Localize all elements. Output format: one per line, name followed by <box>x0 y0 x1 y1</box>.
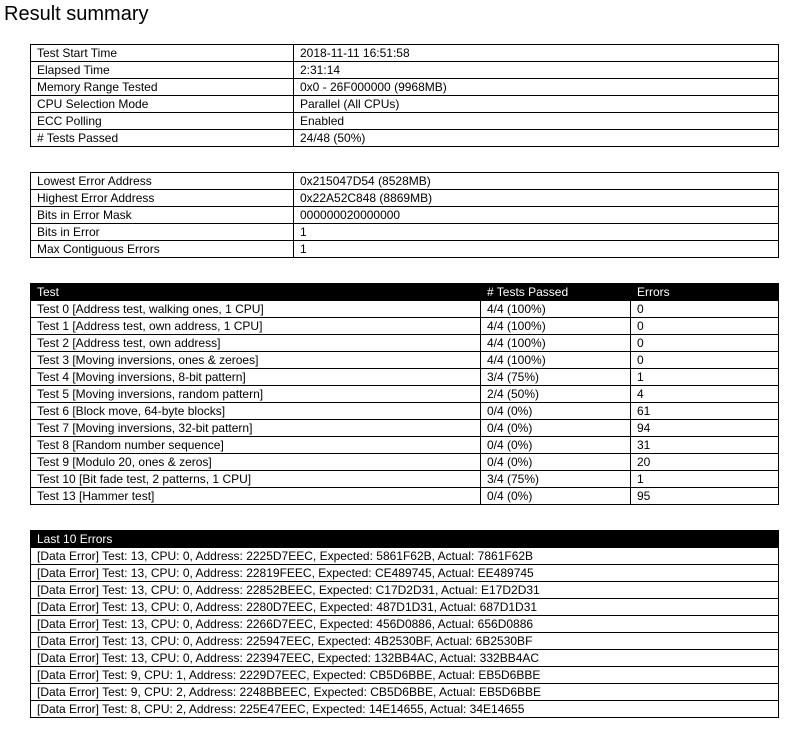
test-passed: 0/4 (0%) <box>481 437 631 454</box>
row-label: ECC Polling <box>31 113 294 130</box>
error-text: [Data Error] Test: 9, CPU: 1, Address: 2229D7EEC, Expected: CB5D6BBE, Actual: EB5D6BBE <box>31 667 779 684</box>
test-passed: 0/4 (0%) <box>481 420 631 437</box>
row-label: Elapsed Time <box>31 62 294 79</box>
row-label: Max Contiguous Errors <box>31 241 294 258</box>
test-passed: 4/4 (100%) <box>481 318 631 335</box>
test-row <box>31 420 779 437</box>
row-value: 1 <box>294 224 779 241</box>
test-row <box>31 471 779 488</box>
test-name: Test 2 [Address test, own address] <box>31 335 481 352</box>
test-name: Test 5 [Moving inversions, random pattern] <box>31 386 481 403</box>
last-errors-table <box>30 530 779 718</box>
test-name: Test 10 [Bit fade test, 2 patterns, 1 CPU] <box>31 471 481 488</box>
row-value: 1 <box>294 241 779 258</box>
test-row <box>31 488 779 505</box>
test-row <box>31 335 779 352</box>
error-row <box>31 684 779 701</box>
error-row <box>31 650 779 667</box>
summary-row <box>31 45 779 62</box>
tests-header-row <box>31 284 779 301</box>
error-text: [Data Error] Test: 13, CPU: 0, Address: 22819FEEC, Expected: CE489745, Actual: EE489745 <box>31 565 779 582</box>
test-name: Test 1 [Address test, own address, 1 CPU] <box>31 318 481 335</box>
error-text: [Data Error] Test: 13, CPU: 0, Address: 22852BEEC, Expected: C17D2D31, Actual: E17D2D31 <box>31 582 779 599</box>
error-info-table <box>30 172 779 258</box>
error-text: [Data Error] Test: 13, CPU: 0, Address: 225947EEC, Expected: 4B2530BF, Actual: 6B2530BF <box>31 633 779 650</box>
test-name: Test 13 [Hammer test] <box>31 488 481 505</box>
test-errors: 1 <box>631 369 779 386</box>
test-name: Test 8 [Random number sequence] <box>31 437 481 454</box>
test-row <box>31 301 779 318</box>
row-label: # Tests Passed <box>31 130 294 147</box>
row-value: 2:31:14 <box>294 62 779 79</box>
test-errors: 31 <box>631 437 779 454</box>
summary-row <box>31 113 779 130</box>
error-text: [Data Error] Test: 13, CPU: 0, Address: 2266D7EEC, Expected: 456D0886, Actual: 656D0886 <box>31 616 779 633</box>
test-passed: 2/4 (50%) <box>481 386 631 403</box>
summary-row <box>31 96 779 113</box>
test-name: Test 4 [Moving inversions, 8-bit pattern] <box>31 369 481 386</box>
test-passed: 4/4 (100%) <box>481 352 631 369</box>
test-row <box>31 318 779 335</box>
header-errors: Errors <box>631 284 779 301</box>
test-errors: 0 <box>631 335 779 352</box>
test-row <box>31 403 779 420</box>
row-label: Highest Error Address <box>31 190 294 207</box>
summary-row <box>31 130 779 147</box>
tests-table <box>30 283 779 505</box>
test-passed: 4/4 (100%) <box>481 335 631 352</box>
test-name: Test 0 [Address test, walking ones, 1 CPU] <box>31 301 481 318</box>
error-info-row <box>31 224 779 241</box>
row-label: Memory Range Tested <box>31 79 294 96</box>
test-row <box>31 352 779 369</box>
test-name: Test 9 [Modulo 20, ones & zeros] <box>31 454 481 471</box>
header-tests-passed: # Tests Passed <box>481 284 631 301</box>
row-label: Bits in Error Mask <box>31 207 294 224</box>
test-name: Test 7 [Moving inversions, 32-bit pattern] <box>31 420 481 437</box>
test-passed: 3/4 (75%) <box>481 369 631 386</box>
header-test: Test <box>31 284 481 301</box>
error-text: [Data Error] Test: 9, CPU: 2, Address: 2248BBEEC, Expected: CB5D6BBE, Actual: EB5D6BBE <box>31 684 779 701</box>
row-value: 24/48 (50%) <box>294 130 779 147</box>
row-label: Lowest Error Address <box>31 173 294 190</box>
test-passed: 0/4 (0%) <box>481 454 631 471</box>
error-text: [Data Error] Test: 13, CPU: 0, Address: 2225D7EEC, Expected: 5861F62B, Actual: 7861F62B <box>31 548 779 565</box>
error-row <box>31 599 779 616</box>
error-row <box>31 616 779 633</box>
row-value: 0x0 - 26F000000 (9968MB) <box>294 79 779 96</box>
error-row <box>31 667 779 684</box>
test-errors: 61 <box>631 403 779 420</box>
row-value: Enabled <box>294 113 779 130</box>
row-value: Parallel (All CPUs) <box>294 96 779 113</box>
test-errors: 20 <box>631 454 779 471</box>
test-row <box>31 369 779 386</box>
error-info-row <box>31 241 779 258</box>
test-errors: 4 <box>631 386 779 403</box>
test-errors: 94 <box>631 420 779 437</box>
error-row <box>31 701 779 718</box>
test-errors: 0 <box>631 352 779 369</box>
summary-row <box>31 79 779 96</box>
test-passed: 0/4 (0%) <box>481 488 631 505</box>
test-passed: 3/4 (75%) <box>481 471 631 488</box>
last-errors-header-row <box>31 531 779 548</box>
summary-row <box>31 62 779 79</box>
test-errors: 0 <box>631 301 779 318</box>
error-info-row <box>31 173 779 190</box>
test-errors: 95 <box>631 488 779 505</box>
error-text: [Data Error] Test: 8, CPU: 2, Address: 225E47EEC, Expected: 14E14655, Actual: 34E14655 <box>31 701 779 718</box>
test-passed: 4/4 (100%) <box>481 301 631 318</box>
error-row <box>31 633 779 650</box>
row-value: 0x22A52C848 (8869MB) <box>294 190 779 207</box>
test-errors: 1 <box>631 471 779 488</box>
test-passed: 0/4 (0%) <box>481 403 631 420</box>
row-label: Test Start Time <box>31 45 294 62</box>
row-value: 0x215047D54 (8528MB) <box>294 173 779 190</box>
test-row <box>31 454 779 471</box>
error-text: [Data Error] Test: 13, CPU: 0, Address: 223947EEC, Expected: 132BB4AC, Actual: 332BB4AC <box>31 650 779 667</box>
test-errors: 0 <box>631 318 779 335</box>
error-row <box>31 582 779 599</box>
error-info-row <box>31 207 779 224</box>
test-name: Test 6 [Block move, 64-byte blocks] <box>31 403 481 420</box>
page-title: Result summary <box>4 3 149 25</box>
error-info-row <box>31 190 779 207</box>
summary-table <box>30 44 779 147</box>
row-label: Bits in Error <box>31 224 294 241</box>
test-row <box>31 386 779 403</box>
error-row <box>31 565 779 582</box>
row-value: 000000020000000 <box>294 207 779 224</box>
test-row <box>31 437 779 454</box>
error-text: [Data Error] Test: 13, CPU: 0, Address: 2280D7EEC, Expected: 487D1D31, Actual: 687D1D31 <box>31 599 779 616</box>
row-value: 2018-11-11 16:51:58 <box>294 45 779 62</box>
test-name: Test 3 [Moving inversions, ones & zeroes] <box>31 352 481 369</box>
header-last-errors: Last 10 Errors <box>31 531 779 548</box>
row-label: CPU Selection Mode <box>31 96 294 113</box>
error-row <box>31 548 779 565</box>
